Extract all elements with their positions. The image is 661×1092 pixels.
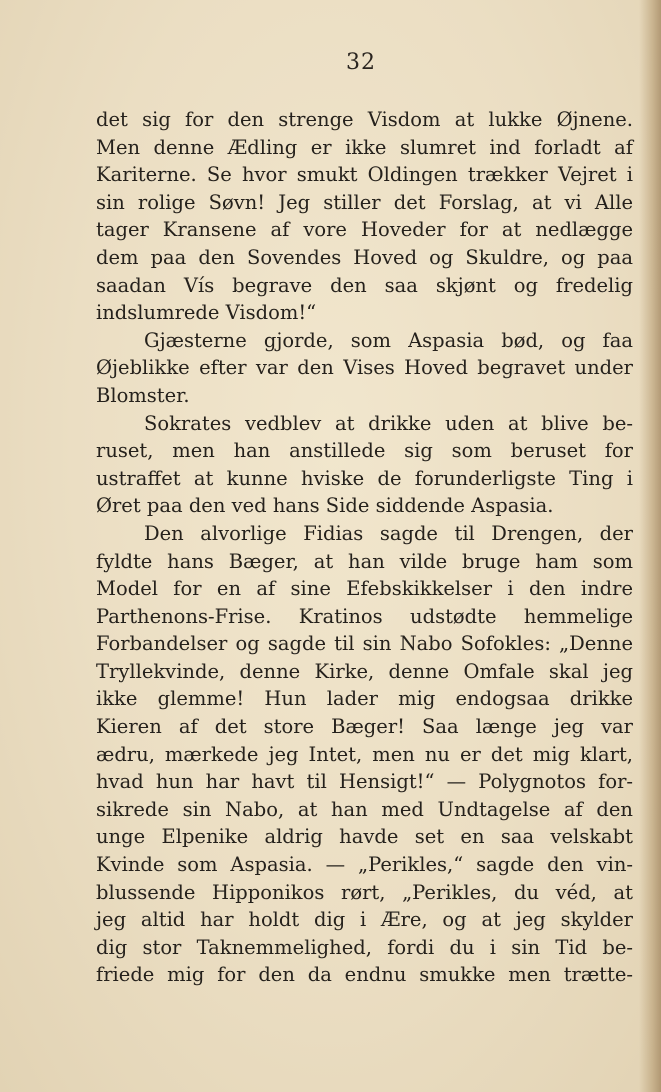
text-line: blussende Hipponikos rørt, „Perikles, du véd, at: [96, 880, 633, 904]
text-line: det sig for den strenge Visdom at lukke Øjnene.: [96, 108, 633, 131]
text-line: tager Kransene af vore Hoveder for at nedlægge: [96, 218, 633, 242]
text-line: Tryllekvinde, denne Kirke, denne Omfale skal jeg: [96, 659, 633, 683]
text-line: indslumrede Visdom!“: [96, 301, 317, 325]
text-line: Kariterne. Se hvor smukt Oldingen trækker Vejret i: [96, 163, 633, 187]
text-line: jeg altid har holdt dig i Ære, og at jeg skylder: [96, 908, 633, 932]
page-number: 32: [346, 50, 376, 75]
text-line: saadan Vís begrave den saa skjønt og fredelig: [96, 273, 633, 297]
text-line: Den alvorlige Fidias sagde til Drengen, der: [144, 521, 633, 545]
text-line: dem paa den Sovendes Hoved og Skuldre, og paa: [96, 245, 633, 269]
text-line: ruset, men han anstillede sig som beruset for: [96, 439, 633, 463]
text-line: friede mig for den da endnu smukke men trætte-: [96, 963, 633, 987]
text-line: Men denne Ædling er ikke slumret ind forladt af: [96, 135, 633, 159]
text-line: hvad hun har havt til Hensigt!“ — Polygnotos for-: [96, 770, 633, 794]
text-line: fyldte hans Bæger, at han vilde bruge ham som: [96, 549, 633, 573]
text-line: Parthenons-Frise. Kratinos udstødte hemmelige: [96, 604, 633, 628]
text-line: ikke glemme! Hun lader mig endogsaa drikke: [96, 687, 633, 711]
text-line: unge Elpenike aldrig havde set en saa velskabt: [96, 825, 633, 849]
text-line: Øret paa den ved hans Side siddende Aspasia.: [96, 494, 554, 518]
text-line: dig stor Taknemmelighed, fordi du i sin Tid be-: [96, 935, 633, 959]
text-line: ustraffet at kunne hviske de forunderligste Ting i: [96, 466, 633, 490]
text-line: Model for en af sine Efebskikkelser i den indre: [96, 577, 633, 601]
text-line: Gjæsterne gjorde, som Aspasia bød, og faa: [144, 328, 633, 352]
body-text: [96, 106, 633, 989]
page-edge-shadow: [639, 0, 661, 1092]
text-line: Blomster.: [96, 383, 190, 407]
text-line: ædru, mærkede jeg Intet, men nu er det mig klart,: [96, 742, 633, 766]
text-line: sin rolige Søvn! Jeg stiller det Forslag, at vi Alle: [96, 190, 633, 214]
text-line: Sokrates vedblev at drikke uden at blive be-: [144, 411, 633, 435]
text-line: Kvinde som Aspasia. — „Perikles,“ sagde den vin-: [96, 853, 633, 877]
text-line: Forbandelser og sagde til sin Nabo Sofokles: „Denne: [96, 632, 633, 656]
text-line: Øjeblikke efter var den Vises Hoved begravet under: [96, 356, 633, 380]
text-line: Kieren af det store Bæger! Saa længe jeg var: [96, 715, 633, 739]
text-line: sikrede sin Nabo, at han med Undtagelse af den: [96, 797, 633, 821]
